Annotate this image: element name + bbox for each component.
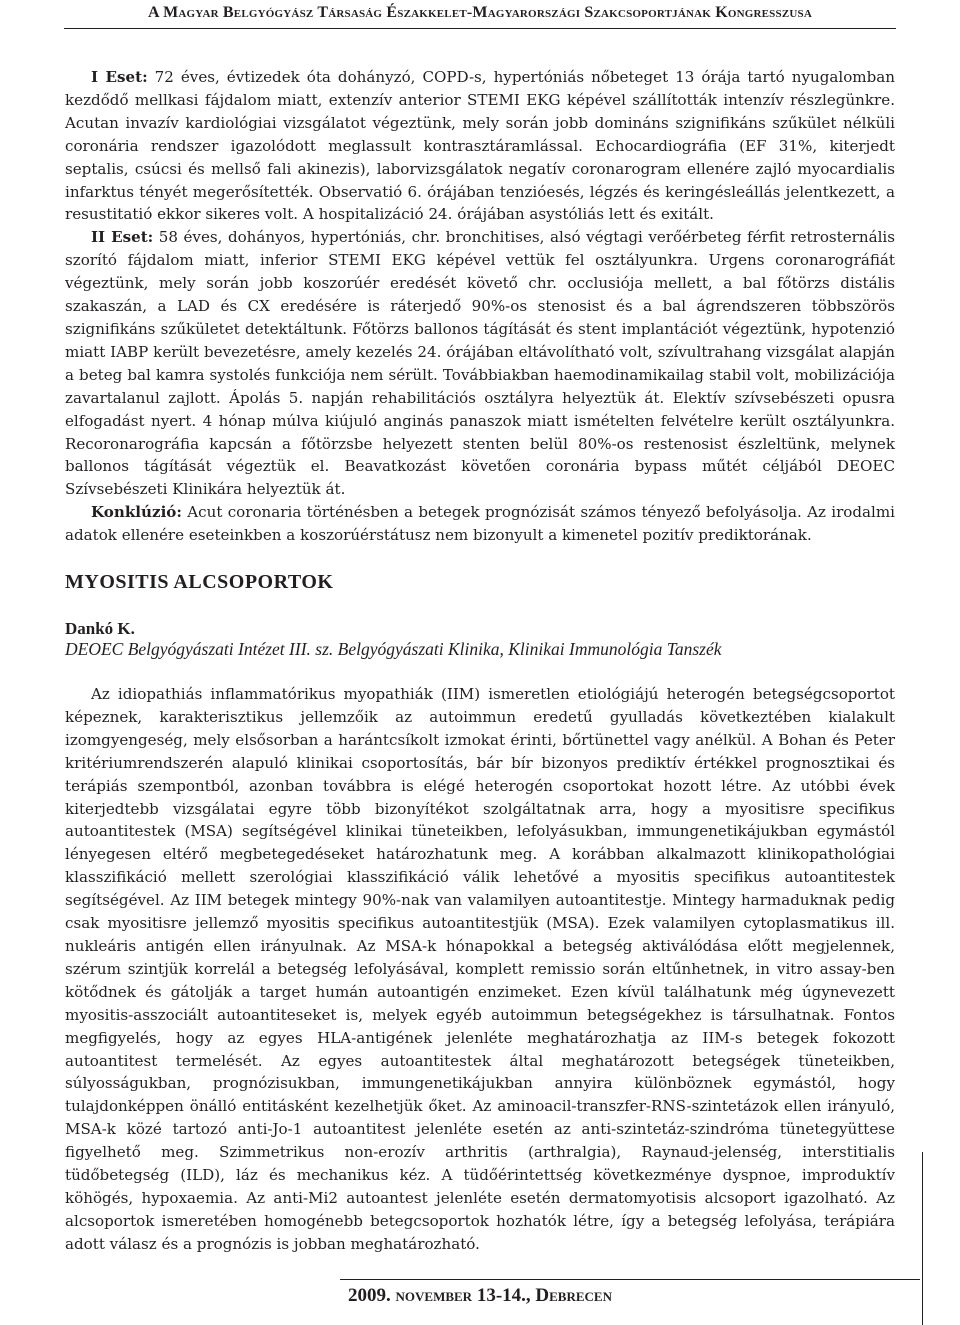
case1-paragraph — [65, 66, 895, 226]
case2-text: 58 éves, dohányos, hypertóniás, chr. bronchitises, alsó végtagi verőérbeteg férfit retrosternális szorító fájdalom miatt, inferior STEMI EKG képével vettük fel osztályunkra. Urgens coronarográfiát végeztünk, mely során jobb koszorúér eredését követő chr. occlusiója mellett, a bal főtörzs distális szakaszán, a LAD és CX eredésére is ráterjedő 90%-os stenosist és a bal ágrendszeren többszörös szignifikáns szűkületet detektáltunk. Főtörzs ballonos tágítását és stent implantációt végeztünk, hypotenzió miatt IABP került bevezetésre, amely kezelés 24. órájában eltávolítható volt, szívultrahang vizsgálat alapján a beteg bal kamra systolés funkciója nem sérült. Továbbiakban haemodinamikailag stabil volt, mobilizációja zavartalanul zajlott. Ápolás 5. napján rehabilitációs osztályra helyeztük át. Elektív szívsebészeti opusra elfogadást nyert. 4 hónap múlva kiújuló anginás panaszok miatt ismételten felvételre került osztályunkra. Recoronarográfia kapcsán a főtörzsbe helyezett stenten belül 80%-os restenosist észleltünk, melynek ballonos tágítását végeztük el. Beavatkozást követően coronária bypass műtét céljából DEOEC Szívsebészeti Klinikára helyeztük át. — [65, 228, 896, 499]
case2-label: II Eset: — [91, 228, 154, 247]
running-header: A Magyar Belgyógyász Társaság Északkelet-Magyarországi Szakcsoportjának Kongresszusa — [148, 4, 812, 21]
case-report-text — [65, 66, 895, 547]
case1-label: I Eset: — [91, 68, 148, 86]
author-affiliation: DEOEC Belgyógyászati Intézet III. sz. Belgyógyászati Klinika, Klinikai Immunológia Tanszék — [65, 639, 722, 659]
conclusion-paragraph — [65, 501, 895, 547]
case2-paragraph — [65, 226, 895, 501]
footer-date-location: 2009. november 13-14., Debrecen — [348, 1285, 612, 1306]
conclusion-text: Acut coronaria történésben a betegek prognózisát számos tényező befolyásolja. Az irodalmi adatok ellenére eseteinkben a koszorúérstátusz nem bizonyult a kimenetel pozitív prediktorának. — [65, 503, 895, 545]
section-title: MYOSITIS ALCSOPORTOK — [65, 571, 334, 593]
footer-divider — [340, 1279, 920, 1280]
abstract-paragraph: Az idiopathiás inflammatórikus myopathiák (IIM) ismeretlen etiológiájú heterogén betegségcsoportot képeznek, karakterisztikus jellemzőik az autoimmun eredetű gyulladás következtében kialakult izomgyengeség, mely elsősorban a harántcsíkolt izmokat érinti, bőrtünettel vagy anélkül. A Bohan és Peter kritériumrendszerén alapuló klinikai csoportosítás, bár bír bizonyos prediktív értékkel prognosztikai és terápiás szempontból, azonban továbbra is elégé heterogén csoportokat hozott létre. Az utóbbi évek kiterjedtebb vizsgálatai egyre több bizonyítékot szolgáltatnak arra, hogy a myositisre specifikus autoantitestek (MSA) segítségével klinikai tüneteikben, lefolyásukban, immungenetikájukban egymástól lényegesen eltérő megbetegedéseket határozhatunk meg. A korábban alkalmazott klinikopathológiai klasszifikáció mellett szerológiai klasszifikáció válik lehetővé a myositis specifikus autoantitestek segítségével. Az IIM betegek mintegy 90%-nak van valamilyen autoantitestje. Mintegy harmaduknak pedig csak myositisre jellemző myositis specifikus autoantitestjük (MSA). Ezek valamilyen cytoplasmatikus ill. nukleáris antigén ellen irányulnak. Az MSA-k hónapokkal a betegség aktiválódása előtt megjelennek, szérum szintjük korrelál a betegség lefolyásával, komplett remissio során eltűnhetnek, in vitro assay-ben kötődnek és gátolják a target humán autoantigén enzimeket. Ezen kívül találhatunk még úgynevezett myositis-asszociált autoantiteseket is, melyek egyéb autoimmun betegségekhez is társulhatnak. Fontos megfigyelés, hogy az egyes HLA-antigének jelenléte meghatározhatja az IIM-s betegek fokozott autoantitest termelését. Az egyes autoantitestek által meghatározott betegségek tüneteikben, súlyosságukban, prognózisukban, immungenetikájukban annyira különböznek egymástól, hogy tulajdonképpen önálló entitásként kezelhetjük őket. Az aminoacil-transzfer-RNS-szintetázok ellen irányuló, MSA-k közé tartozó anti-Jo-1 autoantitest jelenléte esetén az anti-szintetáz-szindróma tünetegyüttese figyelhető meg. Szimmetrikus non-erozív arthritis (arthralgia), Raynaud-jelenség, interstitialis tüdőbetegség (ILD), láz és mechanikus kéz. A tüdőérintettség következménye dyspnoe, improduktív köhögés, hypoxaemia. Az anti-Mi2 autoantest jelenléte esetén dermatomyotisis alcsoport igazolható. Az alcsoportok ismeretében homogénebb betegcsoportok hozhatók létre, így a betegség lefolyása, terápiára adott válasz és a prognózis is jobban meghatározható. — [65, 685, 895, 1253]
abstract-text — [65, 683, 895, 1256]
case1-text: 72 éves, évtizedek óta dohányzó, COPD-s, hypertóniás nőbeteget 13 órája tartó nyugalomban kezdődő mellkasi fájdalom miatt, extenzív anterior STEMI EKG képével szállították intenzív részlegünkre. Acutan invazív kardiológiai vizsgálatot végeztünk, mely során jobb domináns szignifikáns szűkület nélküli coronária rendszer igazolódott meglassult kontrasztáramlással. Echocardiográfia (EF 31%, kiterjedt septalis, csúcsi és mellső fali akinezis), laborvizsgálatok negatív coronarogram ellenére zajló myocardialis infarktus tényét megerősítették. Observatió 6. órájában tenzióesés, légzés és keringésleállás jelentkezett, a resustitatió ekkor sikeres volt. A hospitalizáció 24. órájában asystóliás lett és exitált. — [65, 68, 895, 224]
conclusion-label: Konklúzió: — [91, 503, 182, 522]
author-name: Dankó K. — [65, 619, 135, 638]
header-divider — [64, 28, 896, 29]
